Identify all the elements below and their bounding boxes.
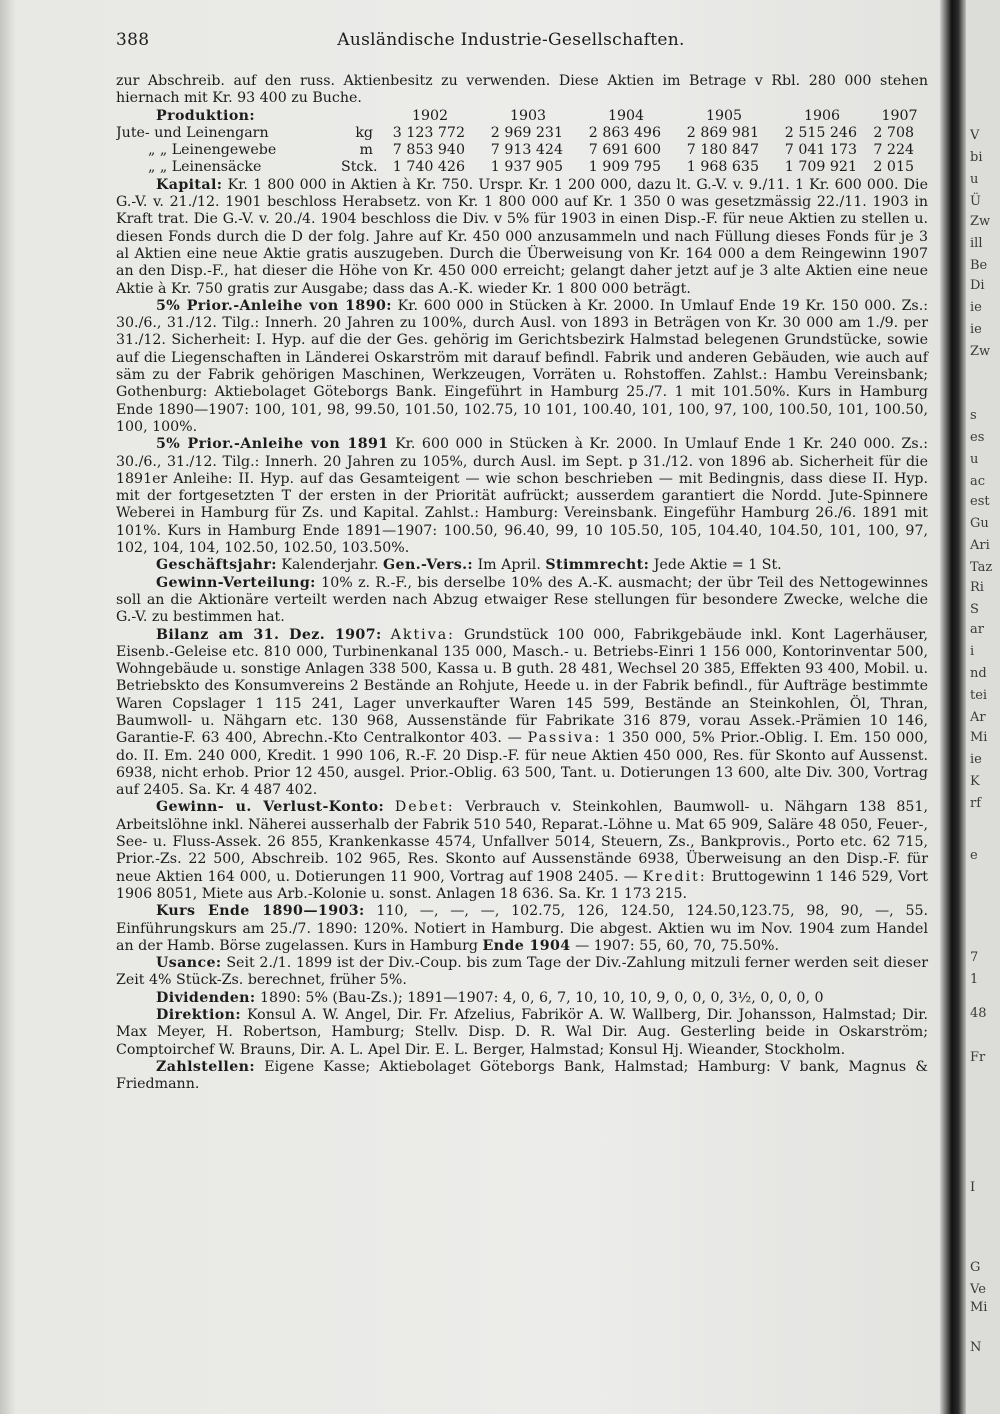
- section-heading: Stimmrecht:: [545, 557, 650, 574]
- value-cell: 2 969 231: [490, 124, 563, 141]
- facing-page-fragment: N: [970, 1340, 982, 1355]
- section-text: Kr. 600 000 in Stücken à Kr. 2000. In Umlauf Ende 19 Kr. 150 000. Zs.: 30./6., 31./12. Tilg.: Innerh. 20 Jahren zu 100%, durch Ausl. von 1893 in Beträgen von Kr. 30 000 am 1./9. per 31./12. Sicherheit: I. Hyp. auf die der Ges. gehörig im Gerichtsbezirk Halmstad belegenen Grundstücke, sowie auf die Liegenschaften in Länderei Oskarström mit darauf befindl. Fabrik und anderen Gebäuden, wie auch auf säm zu der Fabrik gehörigen Maschinen, Werkzeugen, Vorräten u. Rohstoffen. Zahlst.: Hambu Vereinsbank; Gothenburg: Aktiebolaget Göteborgs Bank. Eingeführt in Hamburg 25./7. 1 mit 101.50%. Kurs in Hamburg Ende 1890—1907: 100, 101, 98, 99.50, 101.50, 102.75, 10 101, 100.40, 101, 100, 97, 100, 100.50, 101, 100.50, 100, 100%.: [116, 297, 928, 435]
- value-cell: 7 691 600: [588, 142, 661, 159]
- direktion-section: [116, 1007, 928, 1059]
- debet-label: Debet:: [394, 799, 455, 816]
- facing-page-fragment: es: [970, 430, 985, 445]
- facing-page-fragment: Ü: [970, 194, 981, 209]
- facing-page-fragment: Fr: [970, 1050, 986, 1065]
- section-heading: Gewinn-Verteilung:: [156, 574, 316, 591]
- page-number: 388: [116, 30, 150, 50]
- aktiva-label: Aktiva:: [390, 626, 455, 643]
- kurs-section: [116, 903, 928, 955]
- facing-page-fragment: i: [970, 644, 975, 659]
- kredit-label: Kredit:: [642, 868, 707, 885]
- production-heading: Produktion:: [156, 107, 256, 124]
- gewinn-verlust-section: [116, 799, 928, 903]
- usance-section: [116, 955, 928, 990]
- kurs-bold-tail: Ende 1904: [482, 937, 571, 954]
- facing-page-fragment: bi: [970, 150, 983, 165]
- value-cell: 7 041 173: [784, 142, 857, 159]
- kredit-text: Bruttogewinn 1 146 529, Vort 1906 8051, Miete aus Arb.-Kolonie u. sonst. Anlagen 18 636. Sa. Kr. 1 173 215.: [116, 868, 929, 902]
- facing-page-fragment: S: [970, 602, 979, 617]
- facing-page-fragment: I: [970, 1180, 976, 1195]
- facing-page-fragment: u: [970, 172, 979, 187]
- facing-page-fragment: Ve: [970, 1282, 986, 1297]
- facing-page-fragment: Be: [970, 258, 988, 273]
- section-text: Konsul A. W. Angel, Dir. Fr. Afzelius, Fabrikör A. W. Wallberg, Dir. Johansson, Halmstad; Dir. Max Meyer, H. Robertson, Hamburg; Stellv. Disp. D. R. Wal Dir. Aug. Gesterling beide in Oskarström; Comptoirchef W. Brauns, Dir. A. L. Apel Dir. E. L. Berger, Halmstad; Konsul Hj. Wieander, Stockholm.: [116, 1007, 928, 1058]
- section-text: Kr. 600 000 in Stücken à Kr. 2000. In Umlauf Ende 1 Kr. 240 000. Zs.: 30./6., 31./12. Tilg.: Innerh. 20 Jahren zu 105%, durch Ausl. im Sept. p 31./12. von 1896 ab. Sicherheit für die 1891er Anleihe: II. Hyp. auf das Gesamteigent — wie schon beschrieben — mit Bedingnis, dass diese II. Hyp. mit der fortgesetzten T der ersten in der Priorität aufrückt; ausserdem garantiert die Nordd. Jute-Spinnere Weberei in Hamburg für Zs. und Kapital. Zahlst.: Hamburg: Vereinsbank. Eingeführ Hamburg 26./6. 1891 mit 101%. Kurs in Hamburg Ende 1891—1907: 100.50, 96.40, 99, 10 105.50, 105, 104.40, 104.50, 101, 100, 97, 102, 104, 104, 102.50, 102.50, 103.50%.: [116, 436, 928, 557]
- value-cell: 1 909 795: [588, 159, 661, 176]
- row-unit: Stck.: [341, 159, 378, 176]
- section-heading: Gen.-Vers.:: [383, 557, 474, 574]
- value-cell: 1 740 426: [392, 159, 465, 176]
- production-table: [116, 108, 928, 177]
- facing-page-fragment: Ar: [970, 710, 986, 725]
- facing-page-fragment: Ri: [970, 580, 984, 595]
- aktiva-text: Grundstück 100 000, Fabrikgebäude inkl. Kont Lagerhäuser, Eisenb.-Geleise etc. 810 000, Turbinenkanal 135 000, Masch.- u. Betriebs-Einri 1 156 000, Kontorinventar 500, Wohngebäude u. sonstige Anlagen 338 500, Kassa u. B guth. 28 481, Wechsel 20 385, Effekten 93 400, Mobil. u. Betriebskto des Konsumvereins 2 Bestände an Rohjute, Heede u. in der Fabrik befindl., für Aufträge bestimmte Waren Copslager 1 115 241, Lager unverkaufter Waren 145 599, Bestände an Steinkohlen, Öl, Thran, Baumwoll- u. Nähgarn etc. 130 968, Aussenstände für Fabrikate 316 879, vorau Assek.-Prämien 10 146, Garantie-F. 63 400, Abrechn.-Kto Centralkontor 403. —: [116, 626, 928, 747]
- gewinn-verteilung-section: [116, 575, 928, 627]
- value-cell: 7 853 940: [392, 142, 465, 159]
- section-heading: Usance:: [156, 955, 222, 972]
- value-cell: 2 708: [873, 124, 914, 141]
- section-heading: Direktion:: [156, 1007, 241, 1024]
- facing-page-fragment: Gu: [970, 516, 989, 531]
- section-text: Seit 2./1. 1899 ist der Div.-Coup. bis zum Tage der Div.-Zahlung mitzuli ferner werden seit dieser Zeit 4% Stück-Zs. berechnet, früher 5%.: [116, 955, 929, 989]
- section-heading: 5% Prior.-Anleihe von 1890:: [156, 297, 392, 314]
- section-text: Jede Aktie = 1 St.: [653, 557, 782, 574]
- zahlstellen-section: [116, 1059, 928, 1094]
- production-header-row: [116, 108, 928, 125]
- row-label: „ „ Leinensäcke: [148, 159, 262, 176]
- intro-paragraph: zur Abschreib. auf den russ. Aktienbesitz zu verwenden. Diese Aktien im Betrage v Rbl. 280 000 stehen hiernach mit Kr. 93 400 zu Buche.: [116, 73, 928, 107]
- facing-page-fragment: Mi: [970, 730, 988, 745]
- passiva-text: 1 350 000, 5% Prior.-Oblig. I. Em. 150 000, do. II. Em. 240 000, Kredit. 1 990 106, R.-F. 20 Disp.-F. für neue Aktien 450 000, Res. für Skonto auf Aussenst. 6938, nicht erhob. Prior 12 450, ausgel. Prior.-Oblig. 63 500, Tant. u. Dotierungen 13 600, alte Div. 300, Vortrag auf 2405. Sa. Kr. 4 487 402.: [116, 730, 928, 799]
- facing-page-fragment: 48: [970, 1006, 987, 1021]
- facing-page-fragment: 7: [970, 950, 979, 965]
- section-text: 110, —, —, —, 102.75, 126, 124.50, 124.50,123.75, 98, 90, —, 55. Einführungskurs am 25./7. 1890: 120%. Notiert in Hamburg. Die abgest. Aktien wu im Nov. 1904 zum Handel an der Hamb. Börse zugelassen. Kurs in Hamburg: [116, 903, 929, 954]
- facing-page-fragment: est: [970, 494, 990, 509]
- value-cell: 2 863 496: [588, 124, 661, 141]
- section-heading: 5% Prior.-Anleihe von 1891: [156, 436, 389, 453]
- row-label: „ „ Leinengewebe: [148, 142, 277, 159]
- facing-page-fragment: Zw: [970, 214, 991, 229]
- bilanz-section: [116, 627, 928, 800]
- page-body: [116, 73, 928, 1094]
- section-text: Eigene Kasse; Aktiebolaget Göteborgs Bank, Halmstad; Hamburg: V bank, Magnus & Friedmann.: [116, 1058, 929, 1093]
- table-row: [116, 125, 928, 142]
- section-text: 1890: 5% (Bau-Zs.); 1891—1907: 4, 0, 6, 7, 10, 10, 10, 9, 0, 0, 0, 3½, 0, 0, 0, 0: [260, 989, 824, 1006]
- table-row: [116, 142, 928, 159]
- row-unit: kg: [355, 124, 373, 141]
- value-cell: 1 937 905: [490, 159, 563, 176]
- year-cell: 1902: [411, 107, 449, 124]
- kurs-tail: — 1907: 55, 60, 70, 75.50%.: [575, 937, 780, 954]
- kapital-section: [116, 177, 928, 298]
- facing-page-fragment: K: [970, 774, 980, 789]
- page-header: [116, 30, 906, 56]
- facing-page-fragment: tei: [970, 688, 988, 703]
- year-cell: 1903: [509, 107, 547, 124]
- facing-page-fragment: ac: [970, 474, 986, 489]
- facing-page-fragment: u: [970, 452, 979, 467]
- table-row: [116, 159, 928, 176]
- year-cell: 1904: [607, 107, 645, 124]
- facing-page-fragment: Zw: [970, 344, 991, 359]
- section-text: 10% z. R.-F., bis derselbe 10% des A.-K. ausmacht; der übr Teil des Nettogewinnes soll an die Aktionäre verteilt werden nach Abzug etwaiger Rese stellungen für besondere Zwecke, welche die G.-V. zu bestimmen hat.: [116, 574, 928, 626]
- section-text: Kalenderjahr.: [281, 557, 379, 574]
- section-heading: Zahlstellen:: [156, 1058, 255, 1075]
- facing-page-fragment: Di: [970, 278, 985, 293]
- dividenden-section: [116, 990, 928, 1007]
- facing-page-fragment: Taz: [970, 560, 993, 575]
- section-heading: Gewinn- u. Verlust-Konto:: [156, 799, 385, 816]
- year-cell: 1905: [705, 107, 743, 124]
- facing-page-fragment: ie: [970, 300, 982, 315]
- book-gutter: [940, 0, 966, 1414]
- value-cell: 2 869 981: [686, 124, 759, 141]
- facing-page-fragment: rf: [970, 796, 982, 811]
- geschaeftsjahr-section: [116, 557, 928, 574]
- row-label: Jute- und Leinengarn: [116, 124, 269, 141]
- facing-page-fragment: ie: [970, 752, 982, 767]
- value-cell: 1 968 635: [686, 159, 759, 176]
- section-heading: Kapital:: [156, 176, 223, 193]
- facing-page-fragment: ill: [970, 236, 983, 251]
- value-cell: 7 913 424: [490, 142, 563, 159]
- facing-page-fragment: 1: [970, 972, 979, 987]
- page-title: Ausländische Industrie-Gesellschaften.: [337, 30, 685, 50]
- facing-page-fragment: e: [970, 848, 978, 863]
- value-cell: 2 015: [873, 159, 914, 176]
- section-text: Kr. 1 800 000 in Aktien à Kr. 750. Urspr. Kr. 1 200 000, dazu lt. G.-V. v. 9./11. 1 Kr. 600 000. Die G.-V. v. 21./12. 1901 beschloss Herabsetz. von Kr. 1 800 000 auf Kr. 1 350 0 was gesetzmässig 22./11. 1903 in Kraft trat. Die G.-V. v. 20./4. 1904 beschloss die Div. v 5% für 1903 in einen Disp.-F. für neue Aktien zu stellen u. diesen Fonds durch die D der folg. Jahre auf Kr. 450 000 anzusammeln und nach Füllung dieses Fonds für je 3 al Aktien eine neue Aktie gratis auszugeben. Durch die Überweisung von Kr. 164 000 a dem Reingewinn 1907 an den Disp.-F., hat dieser die Höhe von Kr. 450 000 erreicht; gelangt daher jetzt auf je 3 alte Aktien eine neue Aktie à Kr. 750 gratis zur Ausgabe; dass das A.-K. wieder Kr. 1 800 000 beträgt.: [116, 176, 928, 297]
- value-cell: 1 709 921: [784, 159, 857, 176]
- section-heading: Kurs Ende 1890—1903:: [156, 903, 365, 920]
- year-cell: 1906: [803, 107, 841, 124]
- facing-page-fragment: Mi: [970, 1300, 988, 1315]
- row-unit: m: [359, 142, 373, 159]
- facing-page-edge: [966, 0, 1000, 1414]
- year-cell: 1907: [881, 107, 918, 124]
- facing-page-fragment: ie: [970, 322, 982, 337]
- value-cell: 7 224: [873, 142, 914, 159]
- anleihe-1890-section: [116, 298, 928, 436]
- debet-text: Verbrauch v. Steinkohlen, Baumwoll- u. Nähgarn 138 851, Arbeitslöhne inkl. Näherei ausserhalb der Fabrik 510 540, Reparat.-Löhne u. Mat 65 909, Saläre 48 050, Feuer-, See- u. Fluss-Assek. 26 855, Krankenkasse 4574, Unfallver 5014, Steuern, Zs., Bankprovis., Porto etc. 62 715, Prior.-Zs. 22 500, Abschreib. 102 965, Res. Skonto auf Aussenstände 6938, Überweisung an den Disp.-F. für neue Aktien 164 000, u. Dotierungen 11 900, Vortrag auf 1908 2405. —: [116, 799, 928, 885]
- section-heading: Dividenden:: [156, 989, 256, 1006]
- section-heading: Geschäftsjahr:: [156, 557, 277, 574]
- facing-page-fragment: Ari: [970, 538, 990, 553]
- section-heading: Bilanz am 31. Dez. 1907:: [156, 626, 382, 643]
- facing-page-fragment: G: [970, 1260, 981, 1275]
- facing-page-fragment: s: [970, 408, 977, 423]
- facing-page-fragment: ar: [970, 622, 984, 637]
- value-cell: 2 515 246: [784, 124, 857, 141]
- section-text: Im April.: [477, 557, 541, 574]
- value-cell: 3 123 772: [392, 124, 465, 141]
- anleihe-1891-section: [116, 436, 928, 557]
- facing-page-fragment: nd: [970, 666, 987, 681]
- passiva-label: Passiva:: [527, 730, 602, 747]
- facing-page-fragment: V: [970, 128, 980, 143]
- value-cell: 7 180 847: [686, 142, 759, 159]
